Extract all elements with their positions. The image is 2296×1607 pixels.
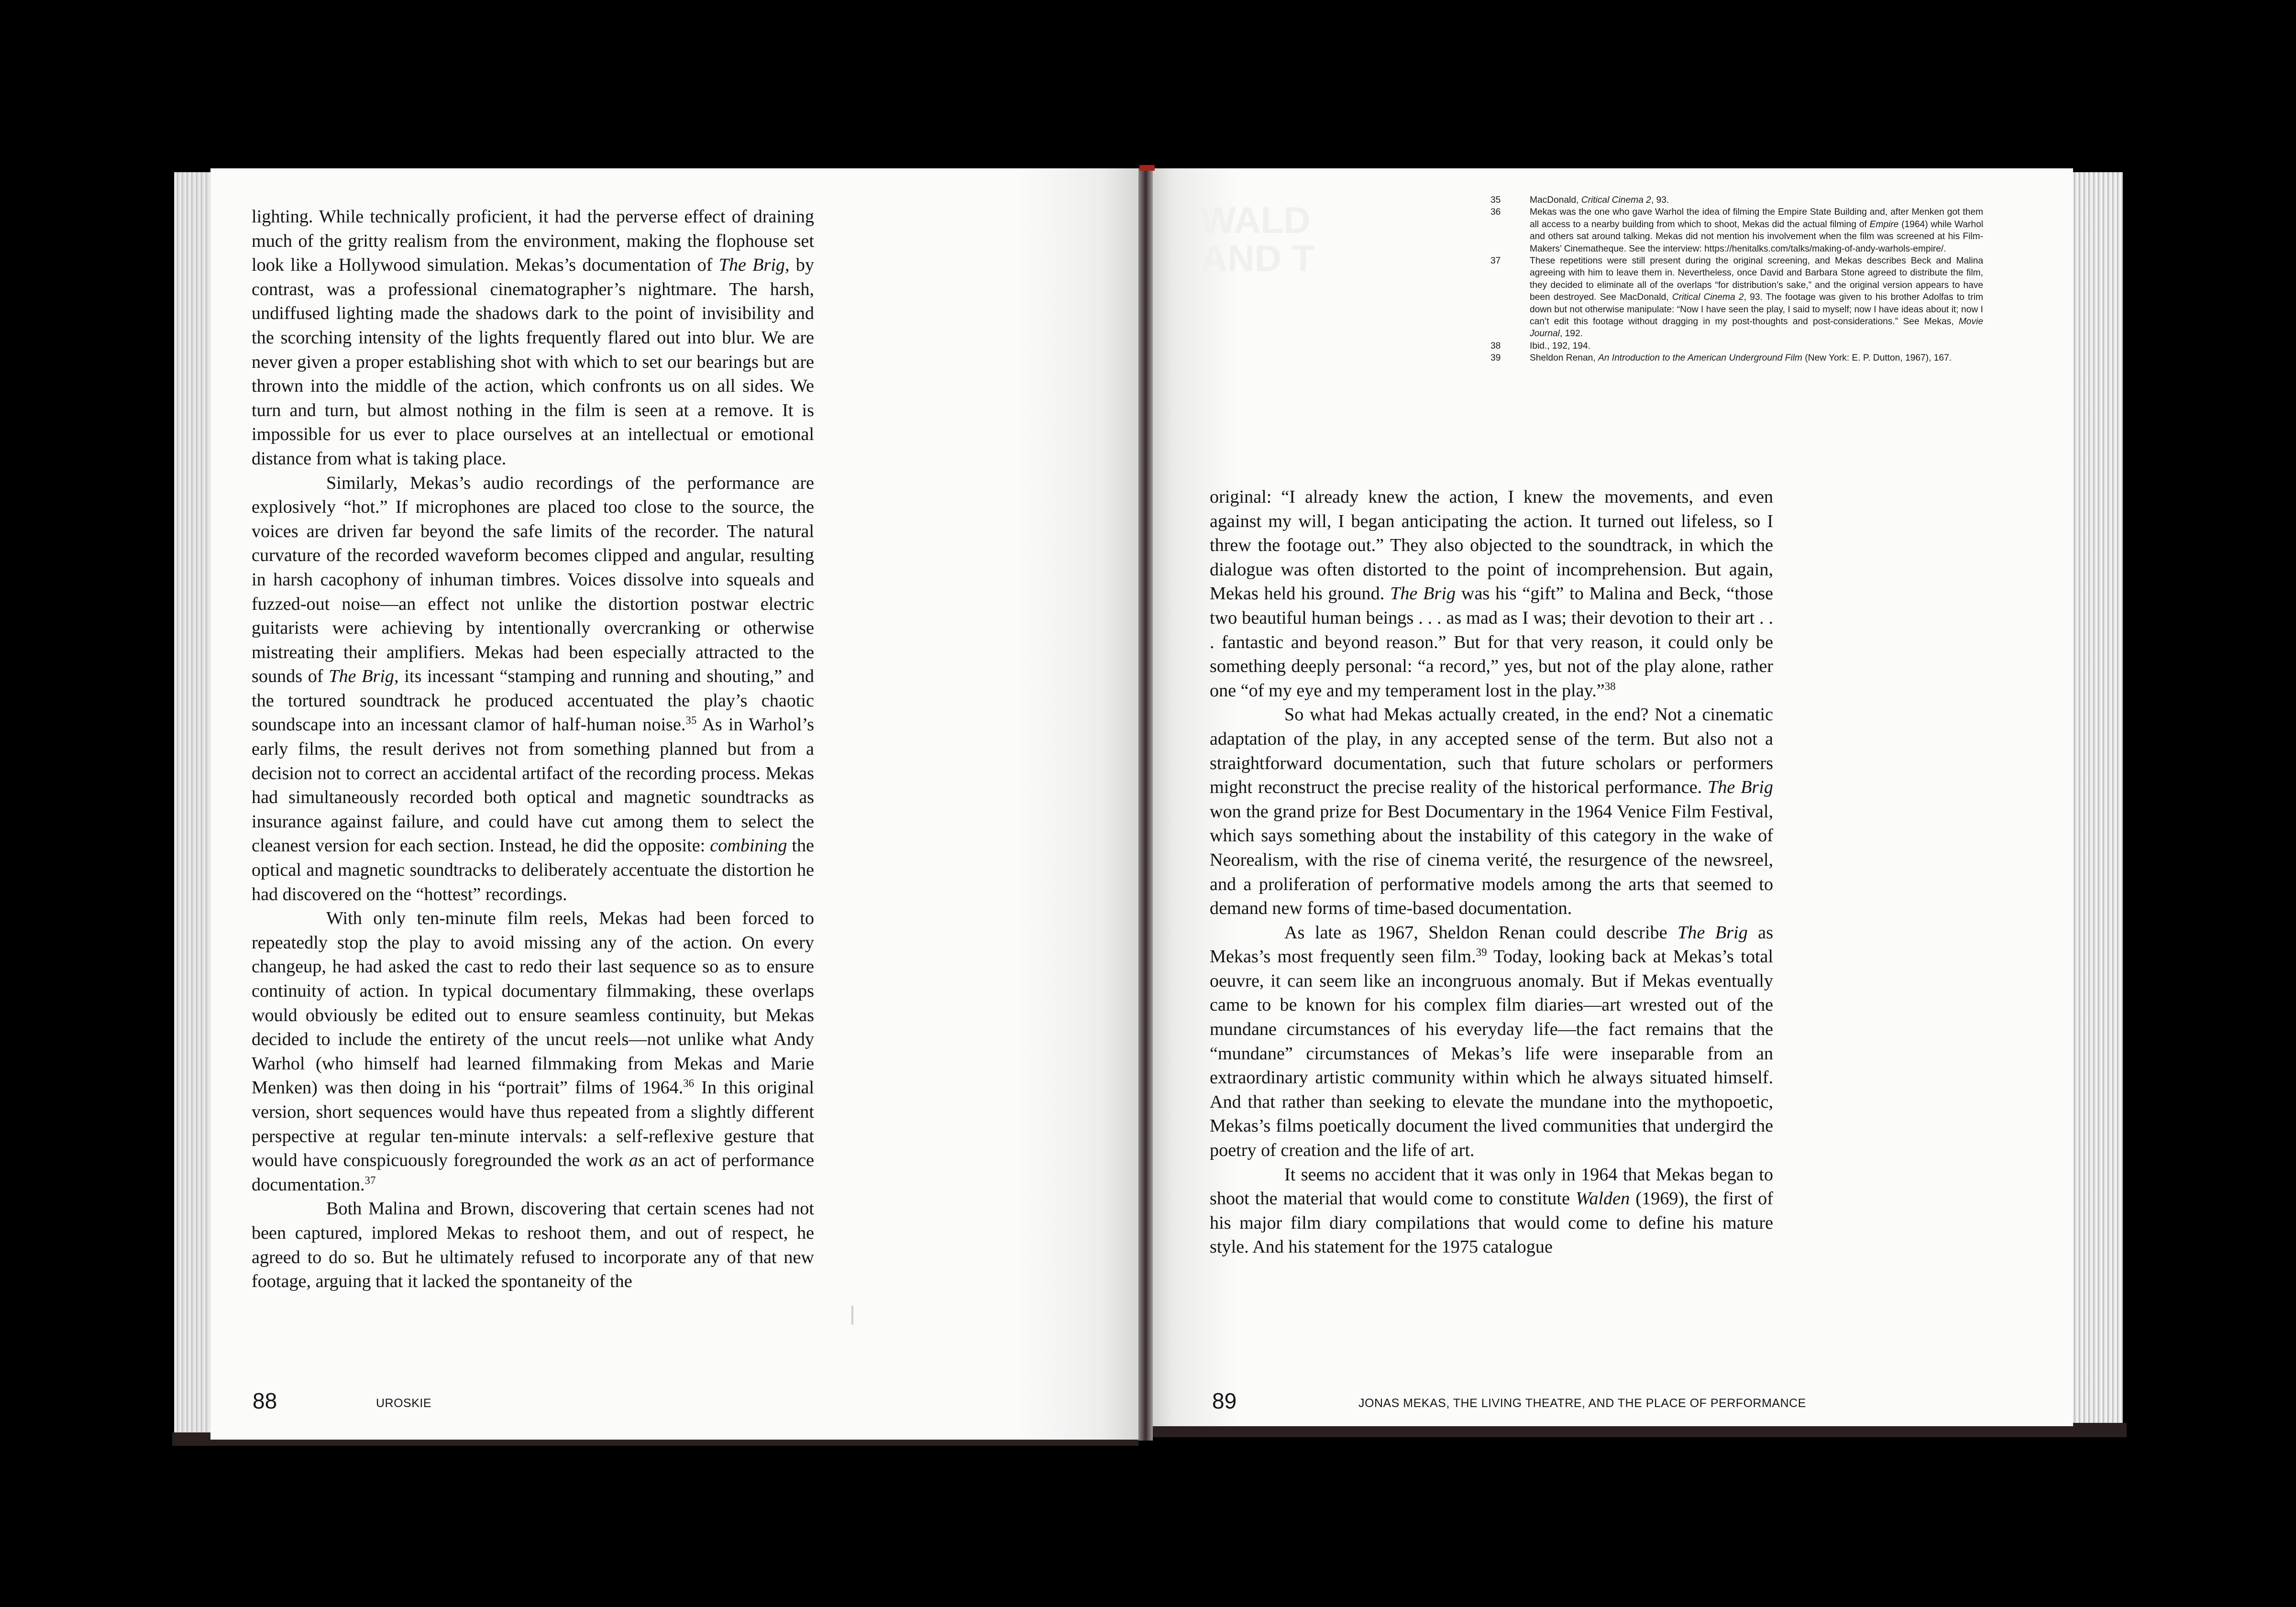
italic-text: Walden xyxy=(1576,1189,1630,1209)
right-running-head: JONAS MEKAS, THE LIVING THEATRE, AND THE PLACE OF PERFORMANCE xyxy=(1358,1397,1806,1410)
italic-text: The Brig xyxy=(329,666,395,687)
text-run: as Mekas’s most frequently seen film. xyxy=(1210,922,1773,967)
italic-text: combining xyxy=(710,836,787,856)
text-run: won the grand prize for Best Documentary in the 1964 Venice Film Festival, which says something about the instability of this category in the wake of Neorealism, with the rise of cinema verité, the resurgence of the newsreel, and a proliferation of performative models among the arts that seemed to demand new forms of time-based documentation. xyxy=(1210,801,1773,919)
italic-text: Critical Cinema 2 xyxy=(1672,292,1744,303)
text-run: With only ten-minute film reels, Mekas had been forced to repeatedly stop the play to avoid missing any of the action. On every changeup, he had asked the cast to redo their last sequence so as to ensure continuity of action. In typical documentary filmmaking, these overlaps would obviously be edited out to ensure seamless continuity, but Mekas decided to include the entirety of the uncut reels—not unlike what Andy Warhol (who himself had learned filmmaking from Mekas and Marie Menken) was then doing in his “portrait” films of 1964. xyxy=(252,908,814,1098)
text-run: the optical and magnetic soundtracks to deliberately accentuate the distortion he had discovered on the “hottest” recordings. xyxy=(252,836,815,904)
right-body-column xyxy=(1210,485,1773,1259)
text-run: , by contrast, was a professional cinematographer’s nightmare. The harsh, undiffused lighting made the shadows dark to the point of invisibility and the scorching intensity of the lights frequently flared out into blur. We are never given a proper establishing shot with which to set our bearings but are thrown into the middle of the action, which confronts us on all sides. We turn and turn, but almost nothing in the film is seen at a remove. It is impossible for us ever to place ourselves at an intellectual or emotional distance from what is taking place. xyxy=(252,255,814,469)
text-run: Today, looking back at Mekas’s total oeuvre, it can seem like an incongruous anomaly. But if Mekas eventually came to be known for his complex film diaries—art wrested out of the mundane circumstances of his everyday life—the fact remains that the “mundane” circumstances of Mekas’s life were inseparable from an extraordinary artistic community within which he always situated himself. And that rather than seeking to elevate the mundane into the mythopoetic, Mekas’s films poetically document the lived communities that undergird the poetry of creation and the life of art. xyxy=(1210,947,1773,1161)
text-run: These repetitions were still present during the original screening, and Mekas describes Beck and Malina agreeing with him to leave them in. Nevertheless, once David and Barbara Stone agreed to distribute the film, they decided to eliminate all of the overlaps “for distribution’s sake,” and the original version appears to have been destroyed. See MacDonald, xyxy=(1530,256,1983,303)
text-run: It seems no accident that it was only in 1964 that Mekas began to shoot the material that would come to constitute xyxy=(1210,1164,1773,1209)
text-run: lighting. While technically proficient, it had the perverse effect of draining much of the gritty realism from the environment, making the flophouse set look like a Hollywood simulation. Mekas’s documentation of xyxy=(252,207,814,275)
footnote-text xyxy=(1530,206,1983,255)
text-run: was his “gift” to Malina and Beck, “those two beautiful human beings . . . as mad as I was; their devotion to their art . . . fantastic and beyond reason.” But for that very reason, it could only be something deeply personal: “a record,” yes, but not of the play alone, rather one “of my eye and my temperament lost in the play.” xyxy=(1210,583,1773,701)
text-run: , its incessant “stamping and running and shouting,” and the tortured soundtrack he produced accentuated the play’s chaotic soundscape into an incessant clamor of half-human noise. xyxy=(252,666,814,735)
footnote-number: 35 xyxy=(1490,195,1501,205)
text-run: In this original version, short sequences would have thus repeated from a slightly different perspective at regular ten-minute intervals: a self-reflexive gesture that would have conspicuously foregrounded the work xyxy=(252,1078,814,1171)
body-paragraph xyxy=(1210,485,1773,703)
italic-text: Empire xyxy=(1869,219,1899,230)
footnote-number: 37 xyxy=(1490,256,1501,266)
text-run: Similarly, Mekas’s audio recordings of the performance are explosively “hot.” If microphones are placed too close to the source, the voices are driven far beyond the safe limits of the recorder. The natural curvature of the recorded waveform becomes clipped and angular, resulting in harsh cacophony of inhuman timbres. Voices dissolve into squeals and fuzzed-out noise—an effect not unlike the distortion postwar electric guitarists were achieving by intentionally overcranking or otherwise mistreating their amplifiers. Mekas had been especially attracted to the sounds of xyxy=(252,473,814,687)
italic-text: The Brig xyxy=(1678,922,1748,943)
show-through-heading: WALD AND T xyxy=(1201,199,1315,279)
left-running-head: UROSKIE xyxy=(376,1397,432,1410)
footnote-text xyxy=(1530,255,1983,340)
text-run: (New York: E. P. Dutton, 1967), 167. xyxy=(1802,353,1952,363)
text-run: So what had Mekas actually created, in the end? Not a cinematic adaptation of the play, in any accepted sense of the term. But also not a straightforward documentation, such that future scholars or performers might reconstruct the precise reality of the historical performance. xyxy=(1210,704,1773,798)
paper-mark xyxy=(851,1306,853,1325)
text-run: , 93. The footage was given to his brother Adolfas to trim down but not otherwise manipulate: “Now I have seen the play, I said to myself; now I have ideas about it; now I can’t edit this footage without dragging in my post-thoughts and post-considerations.” See Mekas, xyxy=(1530,292,1983,327)
text-run: Ibid., 192, 194. xyxy=(1530,341,1590,351)
text-run: Both Malina and Brown, discovering that certain scenes had not been captured, implored Mekas to reshoot them, and out of respect, he agreed to do so. But he ultimately refused to incorporate any of that new footage, arguing that it lacked the spontaneity of the xyxy=(252,1199,814,1292)
footnote xyxy=(1490,194,1983,206)
text-run: (1969), the first of his major film diary compilations that would come to define his mature style. And his statement for the 1975 catalogue xyxy=(1210,1189,1773,1257)
text-run: Mekas was the one who gave Warhol the idea of filming the Empire State Building and, after Menken got them all access to a nearby building from which to shoot, Mekas did the actual filming of xyxy=(1530,207,1983,230)
body-paragraph xyxy=(252,1197,814,1293)
footnote-text xyxy=(1530,194,1983,206)
body-paragraph xyxy=(1210,1163,1773,1259)
body-paragraph xyxy=(1210,921,1773,1163)
text-run: original: “I already knew the action, I knew the movements, and even against my will, I began anticipating the action. It turned out lifeless, so I threw the footage out.” They also objected to the soundtrack, in which the dialogue was often distorted to the point of incomprehension. But again, Mekas held his ground. xyxy=(1210,487,1773,604)
right-page-edges xyxy=(2066,172,2123,1425)
italic-text: An Introduction to the American Underground Film xyxy=(1598,353,1802,363)
footnote-text xyxy=(1530,340,1983,352)
footnote-ref: 37 xyxy=(364,1174,376,1187)
footnote xyxy=(1490,206,1983,255)
spine-gutter xyxy=(1138,168,1153,1441)
text-run: As late as 1967, Sheldon Renan could describe xyxy=(1284,922,1678,943)
text-run: (1964) while Warhol and others sat around talking. Mekas did not mention his involvement when the film was screened at his Film-Makers’ Cinematheque. See the interview: https://henitalks.com/talks/making-of-andy-warhols-empire/. xyxy=(1530,219,1983,254)
footnote xyxy=(1490,340,1983,352)
italic-text: The Brig xyxy=(1707,777,1773,798)
footnote-ref: 35 xyxy=(685,714,697,726)
italic-text: Critical Cinema 2 xyxy=(1581,195,1651,205)
italic-text: The Brig xyxy=(718,255,785,275)
right-page-number: 89 xyxy=(1212,1388,1237,1413)
footnote-number: 36 xyxy=(1490,207,1501,218)
left-page-number: 88 xyxy=(253,1388,277,1413)
italic-text: The Brig xyxy=(1390,583,1456,604)
text-run: MacDonald, xyxy=(1530,195,1581,205)
body-paragraph xyxy=(252,471,814,907)
footnote-number: 38 xyxy=(1490,341,1501,351)
text-run: an act of performance documentation. xyxy=(252,1150,814,1195)
footnote-text xyxy=(1530,352,1983,364)
text-run: , 192. xyxy=(1559,329,1583,339)
body-paragraph xyxy=(252,205,814,471)
left-body-column xyxy=(252,205,814,1294)
footnote-ref: 36 xyxy=(683,1077,695,1090)
italic-text: as xyxy=(629,1150,645,1171)
text-run: As in Warhol’s early films, the result derives not from something planned but from a decision not to correct an accidental artifact of the recording process. Mekas had simultaneously recorded both optical and magnetic soundtracks as insurance against failure, and could have cut among them to select the cleanest version for each section. Instead, he did the opposite: xyxy=(252,715,814,856)
text-run: Sheldon Renan, xyxy=(1530,353,1598,363)
footnote xyxy=(1490,255,1983,340)
body-paragraph xyxy=(252,906,814,1197)
footnote-ref: 38 xyxy=(1604,680,1616,693)
footnote xyxy=(1490,352,1983,364)
footnote-number: 39 xyxy=(1490,353,1501,363)
headband xyxy=(1139,165,1155,171)
body-paragraph xyxy=(1210,703,1773,920)
italic-text: Movie Journal xyxy=(1530,317,1983,339)
text-run: , 93. xyxy=(1651,195,1669,205)
footnote-ref: 39 xyxy=(1476,946,1487,958)
footnotes xyxy=(1490,194,1983,364)
